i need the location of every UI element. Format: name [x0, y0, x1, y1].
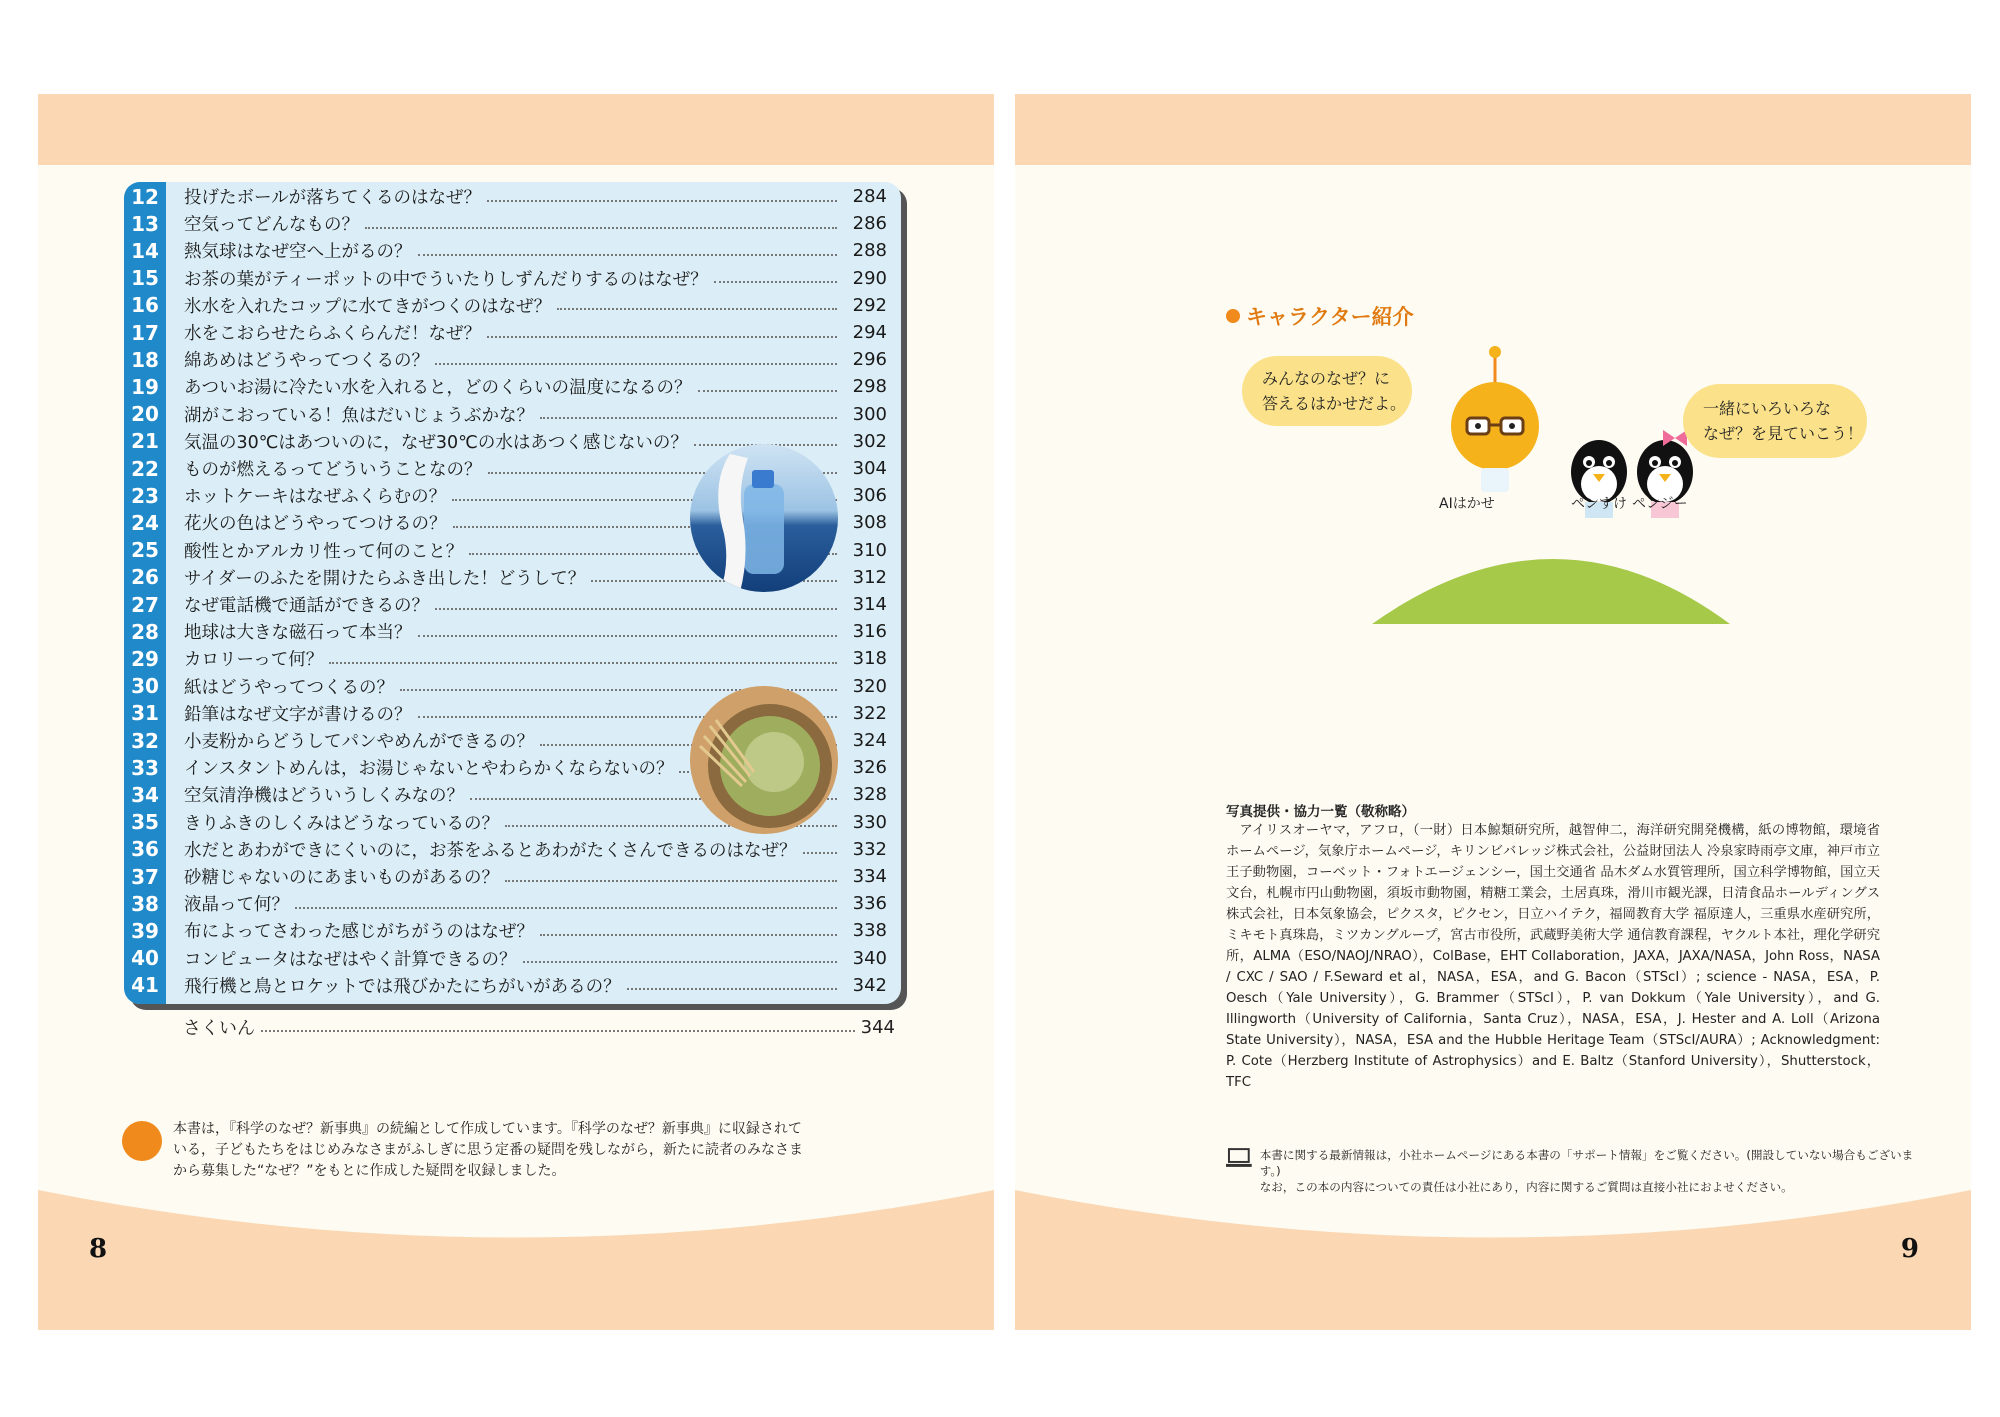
support-line-1: 本書に関する最新情報は，小社ホームページにある本書の「サポート情報」をご覧ください。(開設していない場合もございます。) — [1259, 1148, 1914, 1178]
heading-bullet-icon — [1226, 309, 1240, 323]
hill — [1372, 559, 1730, 624]
toc-number: 15 — [131, 266, 159, 291]
note-bullet-icon — [122, 1121, 162, 1161]
matcha-photo-image — [690, 686, 838, 834]
toc-page-number: 336 — [852, 893, 887, 915]
toc-number: 38 — [131, 891, 159, 916]
toc-title: 空気ってどんなもの？ — [184, 215, 359, 236]
page-number: 8 — [89, 1234, 108, 1264]
left-page — [38, 94, 994, 1330]
toc-leader-dots — [487, 200, 837, 202]
toc-page-number: 322 — [852, 702, 887, 724]
toc-number: 40 — [131, 946, 159, 971]
matcha-photo — [690, 686, 838, 834]
toc-page-number: 334 — [852, 866, 887, 888]
character-label-penjee: ペンジー — [1632, 496, 1688, 512]
toc-row — [124, 972, 901, 999]
toc-leader-dots — [435, 608, 837, 610]
toc-panel — [124, 182, 907, 1010]
toc-row — [124, 401, 901, 428]
toc-row — [124, 917, 901, 944]
toc-number: 23 — [131, 483, 159, 508]
support-text — [1260, 1147, 1926, 1195]
toc-row — [124, 618, 901, 645]
toc-title: 小麦粉からどうしてパンやめんができるの？ — [184, 732, 534, 753]
toc-row — [124, 319, 901, 346]
toc-title: あついお湯に冷たい水を入れると，どのくらいの温度になるの？ — [184, 378, 692, 399]
toc-leader-dots — [418, 254, 838, 256]
toc-leader-dots — [295, 907, 837, 909]
note-text: 本書は，『科学のなぜ？新事典』の続編として作成しています。『科学のなぜ？新事典』に収録されている，子どもたちをはじめみなさまがふしぎに思う定番の疑問を残しながら，新たに読者のみなさまから募集した“なぜ？”をもとに作成した疑問を収録しました。 — [173, 1121, 803, 1179]
toc-row — [124, 183, 901, 210]
toc-page-number: 290 — [852, 267, 887, 289]
toc-number: 24 — [131, 510, 159, 535]
right-page — [1015, 94, 1971, 1330]
toc-page-number: 286 — [852, 213, 887, 235]
credits-heading: 写真提供・協力一覧（敬称略） — [1226, 804, 1415, 820]
bottom-wave — [38, 1190, 994, 1330]
toc-leader-dots — [557, 308, 837, 310]
character-heading-text: キャラクター紹介 — [1246, 305, 1414, 329]
toc-leader-dots — [540, 934, 837, 936]
page-number: 9 — [1900, 1234, 1919, 1264]
toc-title: 水だとあわができにくいのに，お茶をふるとあわがたくさんできるのはなぜ？ — [184, 840, 797, 861]
speech-bubble-right — [1683, 384, 1867, 458]
toc-number: 21 — [131, 429, 159, 454]
toc-page-number: 292 — [852, 294, 887, 316]
toc-page-number: 304 — [852, 458, 887, 480]
toc-row — [124, 265, 901, 292]
ai-hakase-icon — [1451, 346, 1539, 492]
top-band — [1015, 94, 1971, 165]
bubble-right-line-2: なぜ？を見ていこう！ — [1703, 424, 1864, 443]
toc-leader-dots — [714, 281, 837, 283]
top-band — [38, 94, 994, 165]
bottle-photo-image — [690, 444, 838, 592]
toc-title: 液晶って何？ — [184, 895, 289, 916]
toc-title: ものが燃えるってどういうことなの？ — [184, 460, 482, 481]
toc-title: インスタントめんは，お湯じゃないとやわらかくならないの？ — [184, 759, 674, 780]
toc-title: 紙はどうやってつくるの？ — [184, 677, 394, 698]
toc-number: 18 — [131, 347, 159, 372]
bubble-left-line-2: 答えるはかせだよ。 — [1262, 394, 1407, 413]
toc-title: 地球は大きな磁石って本当？ — [184, 623, 412, 644]
toc-page-number: 294 — [852, 322, 887, 344]
toc-title: 投げたボールが落ちてくるのはなぜ？ — [184, 188, 481, 209]
toc-leader-dots — [505, 880, 837, 882]
toc-row — [124, 237, 901, 264]
toc-page-number: 328 — [852, 784, 887, 806]
toc-number: 20 — [131, 402, 159, 427]
toc-leader-dots — [329, 662, 837, 664]
toc-number: 14 — [131, 238, 159, 263]
character-label-pensuke: ペンすけ — [1571, 496, 1627, 512]
toc-title: 湖がこおっている！魚はだいじょうぶかな？ — [184, 405, 534, 426]
toc-number: 28 — [131, 619, 159, 644]
toc-leader-dots — [487, 336, 837, 338]
toc-number: 19 — [131, 374, 159, 399]
toc-number: 33 — [131, 755, 159, 780]
computer-icon — [1226, 1147, 1252, 1169]
toc-number: 17 — [131, 320, 159, 345]
toc-page-number: 302 — [852, 430, 887, 452]
bubble-right-line-1: 一緒にいろいろな — [1703, 399, 1832, 418]
toc-number: 26 — [131, 565, 159, 590]
toc-page-number: 332 — [852, 838, 887, 860]
toc-title: お茶の葉がティーポットの中でういたりしずんだりするのはなぜ？ — [184, 269, 708, 290]
toc-title: 花火の色はどうやってつけるの？ — [184, 514, 447, 535]
toc-page-number: 310 — [852, 539, 887, 561]
toc-page-number: 288 — [852, 240, 887, 262]
toc-title: 空気清浄機はどういうしくみなの？ — [184, 786, 464, 807]
toc-number: 35 — [131, 810, 159, 835]
toc-page-number: 316 — [852, 621, 887, 643]
credits-body: アイリスオーヤマ，アフロ，（一財）日本鯨類研究所，越智伸二，海洋研究開発機構，紙の博物館，環境省ホームページ，気象庁ホームページ，キリンビバレッジ株式会社，公益財団法人 冷泉家時雨亭文庫，神戸市立王子動物園，コーベット・フォトエージェンシー，国土交通省 品木ダム水質管理所，国立科学博物館，国立天文台，札幌市円山動物園，須坂市動物園，精糖工業会，土居真珠，滑川市観光課，日清食品ホールディングス株式会社，日本気象協会，ピクスタ，ピクセン，日立ハイテク，福岡教育大学 福原達人，三重県水産研究所，ミキモト真珠島，ミツカングループ，宮古市役所，武蔵野美術大学 通信教育課程，ヤクルト本社，理化学研究所，ALMA（ESO/NAOJ/NRAO），ColBase，EHT Collaboration，JAXA，JAXA/NASA，John Ross，NASA / CXC / SAO / F.Seward et al，NASA，ESA，and G. Bacon（STScI）; science - NASA，ESA，P. Oesch（Yale University），G. Brammer（STScI），P. van Dokkum（Yale University），and G. Illingworth（University of California，Santa Cruz），NASA，ESA，J. Hester and A. Loll（Arizona State University），NASA，ESA and the Hubble Heritage Team（STScI/AURA）; Acknowledgment: P. Cote（Herzberg Institute of Astrophysics）and E. Baltz（Stanford University），Shutterstock，TFC — [1226, 823, 1880, 1090]
toc-row — [124, 863, 901, 890]
toc-row — [124, 836, 901, 863]
toc-leader-dots — [523, 961, 838, 963]
toc-title: 水をこおらせたらふくらんだ！なぜ？ — [184, 324, 481, 345]
toc-page-number: 330 — [852, 811, 887, 833]
toc-title: サイダーのふたを開けたらふき出した！どうして？ — [184, 568, 586, 589]
toc-number: 37 — [131, 864, 159, 889]
toc-page-number: 296 — [852, 349, 887, 371]
toc-title: ホットケーキはなぜふくらむの？ — [184, 487, 447, 508]
toc-leader-dots — [418, 635, 838, 637]
toc-page-number: 326 — [852, 757, 887, 779]
character-heading — [1226, 301, 1414, 331]
toc-number: 32 — [131, 728, 159, 753]
toc-title: 氷水を入れたコップに水てきがつくのはなぜ？ — [184, 296, 552, 317]
support-line-2: なお，この本の内容についての責任は小社にあり，内容に関するご質問は直接小社におよせください。 — [1259, 1180, 1793, 1194]
toc-number: 22 — [131, 456, 159, 481]
toc-number: 25 — [131, 538, 159, 563]
toc-leader-dots — [435, 363, 837, 365]
toc-number: 36 — [131, 837, 159, 862]
toc-number: 27 — [131, 592, 159, 617]
toc-page-number: 312 — [852, 566, 887, 588]
toc-number: 12 — [131, 184, 159, 209]
toc-page-number: 320 — [852, 675, 887, 697]
toc-page-number: 342 — [852, 974, 887, 996]
toc-page-number: 340 — [852, 947, 887, 969]
toc-title: 鉛筆はなぜ文字が書けるの？ — [184, 704, 412, 725]
toc-row — [124, 591, 901, 618]
toc-title: コンピュータはなぜはやく計算できるの？ — [184, 949, 517, 970]
toc-row — [124, 645, 901, 672]
bottle-photo — [690, 444, 838, 592]
index-page: 344 — [860, 1016, 895, 1038]
toc-leader-dots — [698, 390, 838, 392]
toc-leader-dots — [365, 227, 837, 229]
index-label: さくいん — [183, 1018, 255, 1039]
toc-title: カロリーって何？ — [184, 650, 324, 671]
support-info — [1226, 1147, 1926, 1195]
toc-page-number: 306 — [852, 485, 887, 507]
toc-title: 気温の30℃はあついのに，なぜ30℃の水はあつく感じないの？ — [184, 432, 688, 453]
toc-title: きりふきのしくみはどうなっているの？ — [184, 813, 499, 834]
toc-row — [124, 210, 901, 237]
toc-leader-dots — [540, 417, 837, 419]
toc-title: 熱気球はなぜ空へ上がるの？ — [184, 242, 412, 263]
toc-row — [124, 346, 901, 373]
toc-title: 酸性とかアルカリ性って何のこと？ — [184, 541, 464, 562]
toc-leader-dots — [627, 988, 837, 990]
toc-page-number: 338 — [852, 920, 887, 942]
index-leader-dots — [261, 1030, 855, 1032]
toc-number: 39 — [131, 918, 159, 943]
toc-number: 34 — [131, 782, 159, 807]
toc-page-number: 324 — [852, 730, 887, 752]
toc-row — [124, 945, 901, 972]
toc-leader-dots — [803, 852, 838, 854]
toc-page-number: 314 — [852, 594, 887, 616]
toc-number: 30 — [131, 674, 159, 699]
toc-number: 16 — [131, 293, 159, 318]
toc-page-number: 308 — [852, 512, 887, 534]
toc-number: 31 — [131, 701, 159, 726]
bottom-wave — [1015, 1190, 1971, 1330]
index-row — [183, 1014, 895, 1040]
toc-page-number: 300 — [852, 403, 887, 425]
toc-row — [124, 373, 901, 400]
toc-number: 29 — [131, 646, 159, 671]
toc-title: 飛行機と鳥とロケットでは飛びかたにちがいがあるの？ — [184, 976, 621, 997]
speech-bubble-left — [1242, 356, 1412, 426]
toc-title: 砂糖じゃないのにあまいものがあるの？ — [184, 868, 499, 889]
toc-title: 布によってさわった感じがちがうのはなぜ？ — [184, 922, 534, 943]
toc-page-number: 318 — [852, 648, 887, 670]
toc-row — [124, 890, 901, 917]
toc-page-number: 298 — [852, 376, 887, 398]
toc-title: 綿あめはどうやってつくるの？ — [184, 351, 429, 372]
toc-number: 13 — [131, 211, 159, 236]
toc-page-number: 284 — [852, 186, 887, 208]
toc-title: なぜ電話機で通話ができるの？ — [184, 596, 429, 617]
toc-row — [124, 292, 901, 319]
bubble-left-line-1: みんなのなぜ？に — [1262, 369, 1391, 388]
character-label-ai-hakase: AIはかせ — [1439, 496, 1495, 512]
toc-number: 41 — [131, 973, 159, 998]
